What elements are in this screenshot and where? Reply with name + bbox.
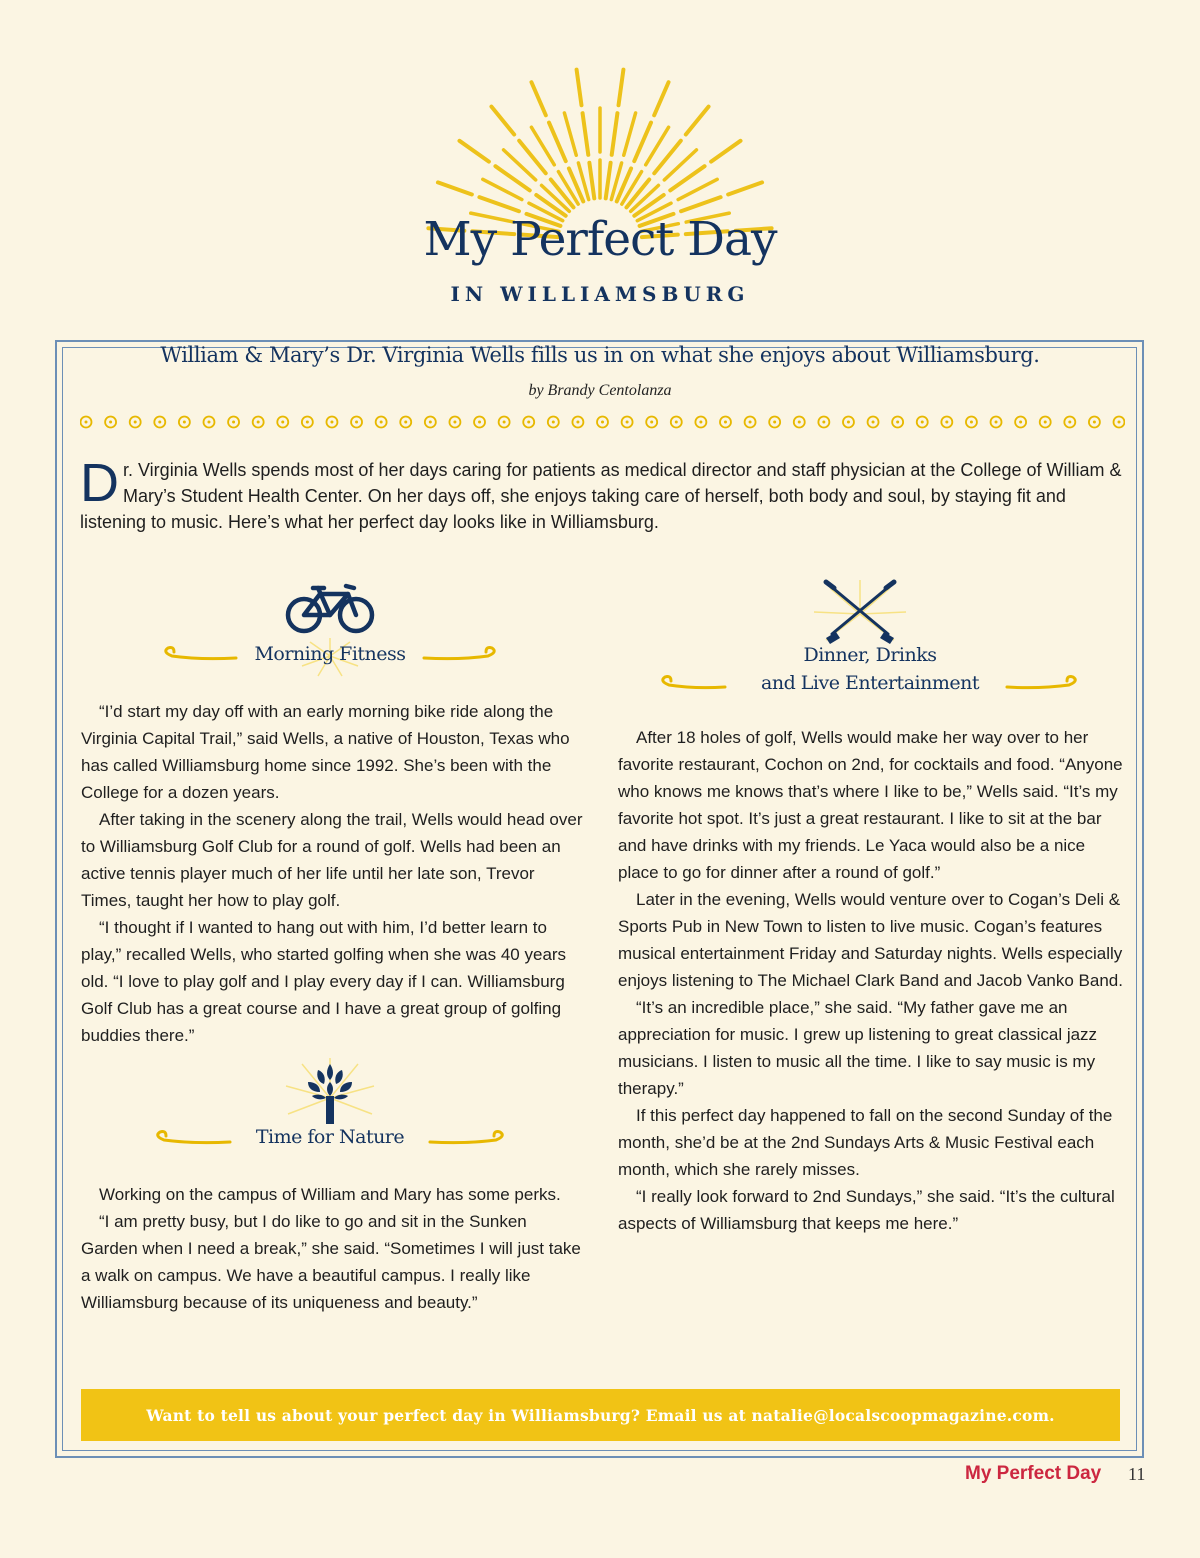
circle-dot-icon [548, 417, 559, 428]
circle-dot-icon [941, 417, 952, 428]
morning-column [81, 698, 586, 1049]
page-subtitle: IN WILLIAMSBURG [450, 282, 750, 306]
circle-dot-icon [671, 417, 682, 428]
crossed-golf-clubs-icon [810, 578, 910, 648]
circle-dot-icon [179, 417, 190, 428]
section-heading-dinner [655, 641, 1085, 697]
paragraph: “I am pretty busy, but I do like to go and sit in the Sunken Garden when I need a break,” she said. “Sometimes I will just take a walk on campus. We have a beautiful campus. I really like Williamsburg because of its uniqueness and beauty.” [81, 1212, 581, 1312]
circle-dot-icon [695, 417, 706, 428]
circle-dot-icon [326, 417, 337, 428]
circle-dot-icon [1089, 417, 1100, 428]
circle-dot-icon [597, 417, 608, 428]
sunburst-ray [619, 70, 624, 106]
article-dek: William & Mary’s Dr. Virginia Wells fills us in on what she enjoys about Williamsburg. [160, 343, 1040, 367]
circle-dot-icon [154, 417, 165, 428]
paragraph: Working on the campus of William and Mary has some perks. [99, 1185, 561, 1204]
sunburst-ray [438, 182, 472, 194]
circle-dot-icon [400, 417, 411, 428]
circle-dot-icon [203, 417, 214, 428]
circle-dot-icon [351, 417, 362, 428]
sunburst-ray [491, 107, 514, 135]
intro-text: r. Virginia Wells spends most of her days caring for patients as medical director and staff physician at the College of William & Mary’s Student Health Center. On her days off, she enjoys taking care of herself, both body and soul, by staying fit and listening to music. Here’s what her perfect day looks like in Williamsburg. [80, 460, 1122, 532]
page-title: My Perfect Day [423, 212, 777, 267]
sunburst-ray [564, 113, 576, 155]
circle-dot-icon [572, 417, 583, 428]
circle-dot-icon [523, 417, 534, 428]
circle-dot-icon [1040, 417, 1051, 428]
circle-dot-icon [720, 417, 731, 428]
sunburst-ray [612, 113, 618, 155]
circle-dot-icon [376, 417, 387, 428]
sunburst-ray [479, 197, 519, 211]
paragraph: Later in the evening, Wells would venture over to Cogan’s Deli & Sports Pub in New Town to listen to live music. Cogan’s features musical entertainment Friday and Saturday nights. Wells especially enjoys listening to The Michael Clark Band and Jacob Vanko Band. [618, 890, 1123, 990]
circle-dot-icon [917, 417, 928, 428]
nature-column [81, 1181, 586, 1316]
page-number: 11 [1128, 1464, 1146, 1484]
circle-dot-icon [1015, 417, 1026, 428]
section-heading-dinner-line1: Dinner, Drinks [803, 644, 937, 666]
paragraph: After 18 holes of golf, Wells would make her way over to her favorite restaurant, Cochon on 2nd, for cocktails and food. “Anyone who knows me knows that’s where I like to be,” Wells said. “It’s my favorite hot spot. It’s just a great restaurant. I like to sit at the bar and have drinks with my friends. Le Yaca would also be a nice place to go for dinner after a round of golf.” [618, 728, 1123, 882]
section-heading-nature: Time for Nature [255, 1126, 405, 1148]
circle-dot-icon [868, 417, 879, 428]
call-to-action-banner [81, 1389, 1120, 1441]
circle-dot-icon [1114, 417, 1125, 428]
folio-section-label: My Perfect Day [965, 1463, 1102, 1484]
circle-dot-icon [769, 417, 780, 428]
sunburst-ray [583, 113, 589, 155]
sunburst-ray [634, 123, 651, 162]
paragraph: If this perfect day happened to fall on the second Sunday of the month, she’d be at the 2nd Sundays Arts & Music Festival each month, which she rarely misses. [618, 1106, 1113, 1179]
sunburst-ray [459, 141, 488, 162]
circle-dot-icon [892, 417, 903, 428]
paragraph: After taking in the scenery along the trail, Wells would head over to Williamsburg Golf Club for a round of golf. Wells had been an active tennis player much of her life until her late son, Trevor Times, taught her how to play golf. [81, 810, 583, 910]
circle-dot-icon [991, 417, 1002, 428]
sunburst-ray [606, 163, 611, 199]
circle-dot-icon [228, 417, 239, 428]
sunburst-ray [686, 107, 709, 135]
paragraph: “I thought if I wanted to hang out with him, I’d better learn to play,” recalled Wells, who started golfing when she was 40 years old. “I love to play golf and I play every day if I can. Williamsburg Golf Club has a great course and I have a great group of golfing buddies there.” [81, 918, 567, 1045]
section-heading-morning: Morning Fitness [254, 643, 406, 665]
call-to-action-text: Want to tell us about your perfect day in Williamsburg? Email us at natalie@localscoopmagazine.com. [146, 1405, 1055, 1425]
circle-dot-icon [425, 417, 436, 428]
sunburst-ray [624, 113, 636, 155]
sunburst-ray [589, 163, 594, 199]
bicycle-icon [284, 582, 376, 634]
circle-dot-icon [253, 417, 264, 428]
circle-dot-icon [745, 417, 756, 428]
circle-dot-icon [449, 417, 460, 428]
sunburst-ray [531, 82, 545, 115]
dot-divider [80, 412, 1125, 432]
circle-dot-icon [499, 417, 510, 428]
sunburst-icon [400, 40, 800, 240]
section-heading-dinner-line2: and Live Entertainment [761, 672, 979, 694]
sunburst-ray [549, 123, 566, 162]
circle-dot-icon [1064, 417, 1075, 428]
circle-dot-icon [843, 417, 854, 428]
sunburst-ray [711, 141, 740, 162]
dinner-column [618, 724, 1123, 1237]
sunburst-ray [728, 182, 762, 194]
circle-dot-icon [622, 417, 633, 428]
circle-dot-icon [646, 417, 657, 428]
intro-paragraph [80, 453, 1125, 535]
sunburst-ray [681, 197, 721, 211]
circle-dot-icon [474, 417, 485, 428]
article-byline: by Brandy Centolanza [528, 382, 672, 399]
sunburst-ray [577, 70, 582, 106]
circle-dot-icon [277, 417, 288, 428]
circle-dot-icon [302, 417, 313, 428]
sunburst-ray [654, 82, 668, 115]
paragraph: “I really look forward to 2nd Sundays,” she said. “It’s the cultural aspects of Williamsburg that keeps me here.” [618, 1187, 1115, 1233]
circle-dot-icon [105, 417, 116, 428]
circle-dot-icon [818, 417, 829, 428]
paragraph: “It’s an incredible place,” she said. “My father gave me an appreciation for music. I grew up listening to great classical jazz musicians. I listen to music all the time. I like to say music is my therapy.” [618, 998, 1098, 1098]
circle-dot-icon [130, 417, 141, 428]
circle-dot-icon [794, 417, 805, 428]
circle-dot-icon [81, 417, 92, 428]
drop-cap: D [80, 453, 119, 513]
circle-dot-icon [966, 417, 977, 428]
paragraph: “I’d start my day off with an early morning bike ride along the Virginia Capital Trail,” said Wells, a native of Houston, Texas who has called Williamsburg home since 1992. She’s been with the College for a dozen years. [81, 702, 570, 802]
